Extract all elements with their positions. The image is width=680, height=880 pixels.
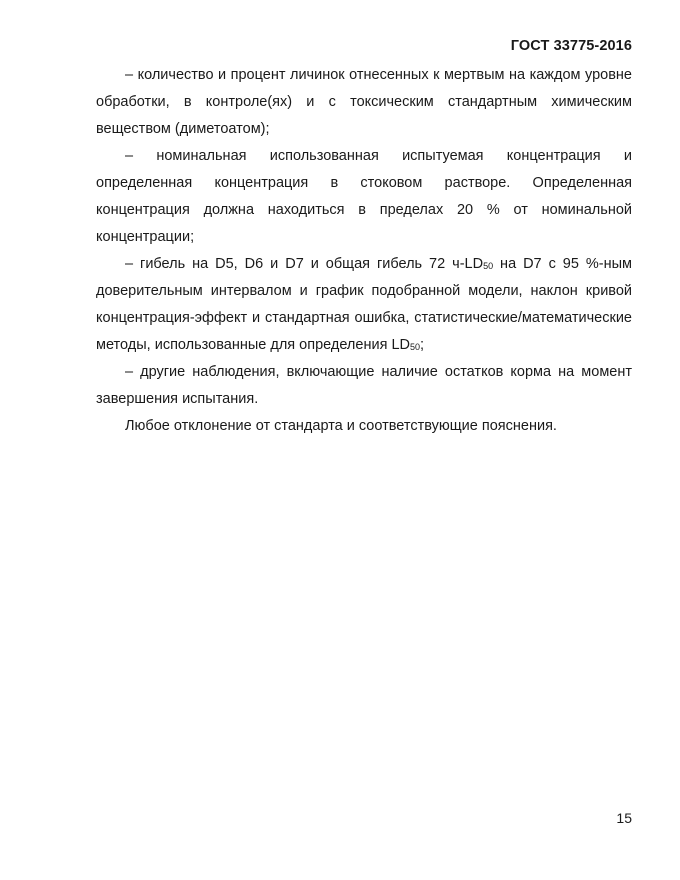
paragraph-mortality-ld50 [96, 251, 632, 359]
paragraph-deviations: Любое отклонение от стандарта и соответствующие пояснения. [125, 418, 557, 434]
page-number: 15 [616, 810, 632, 826]
paragraph-concentration: – номинальная использованная испытуемая концентрация и определенная концентрация в стоковом растворе. Определенная концентрация должна находиться в пределах 20 % от номинальной концентрации; [96, 148, 632, 245]
document-code: ГОСТ 33775-2016 [510, 38, 632, 54]
paragraph-mortality-text-1: – гибель на D5, D6 и D7 и общая гибель 72 ч-LD [125, 256, 484, 272]
paragraph-larvae-mortality: – количество и процент личинок отнесенных к мертвым на каждом уровне обработки, в контроле(ях) и с токсическим стандартным химическим веществом (диметоатом); [96, 67, 632, 137]
document-body [96, 62, 632, 440]
paragraph-other-observations: – другие наблюдения, включающие наличие остатков корма на момент завершения испытания. [96, 364, 632, 407]
paragraph-mortality-text-3: ; [420, 337, 425, 353]
ld50-subscript-1: 50 [483, 261, 494, 271]
ld50-subscript-2: 50 [409, 342, 420, 352]
paragraph-mortality-text-2: на D7 с 95 %-ным доверительным интервалом и график подобранной модели, наклон кривой концентрация-эффект и стандартная ошибка, статистические/математические методы, использованные для определения LD [96, 256, 633, 353]
